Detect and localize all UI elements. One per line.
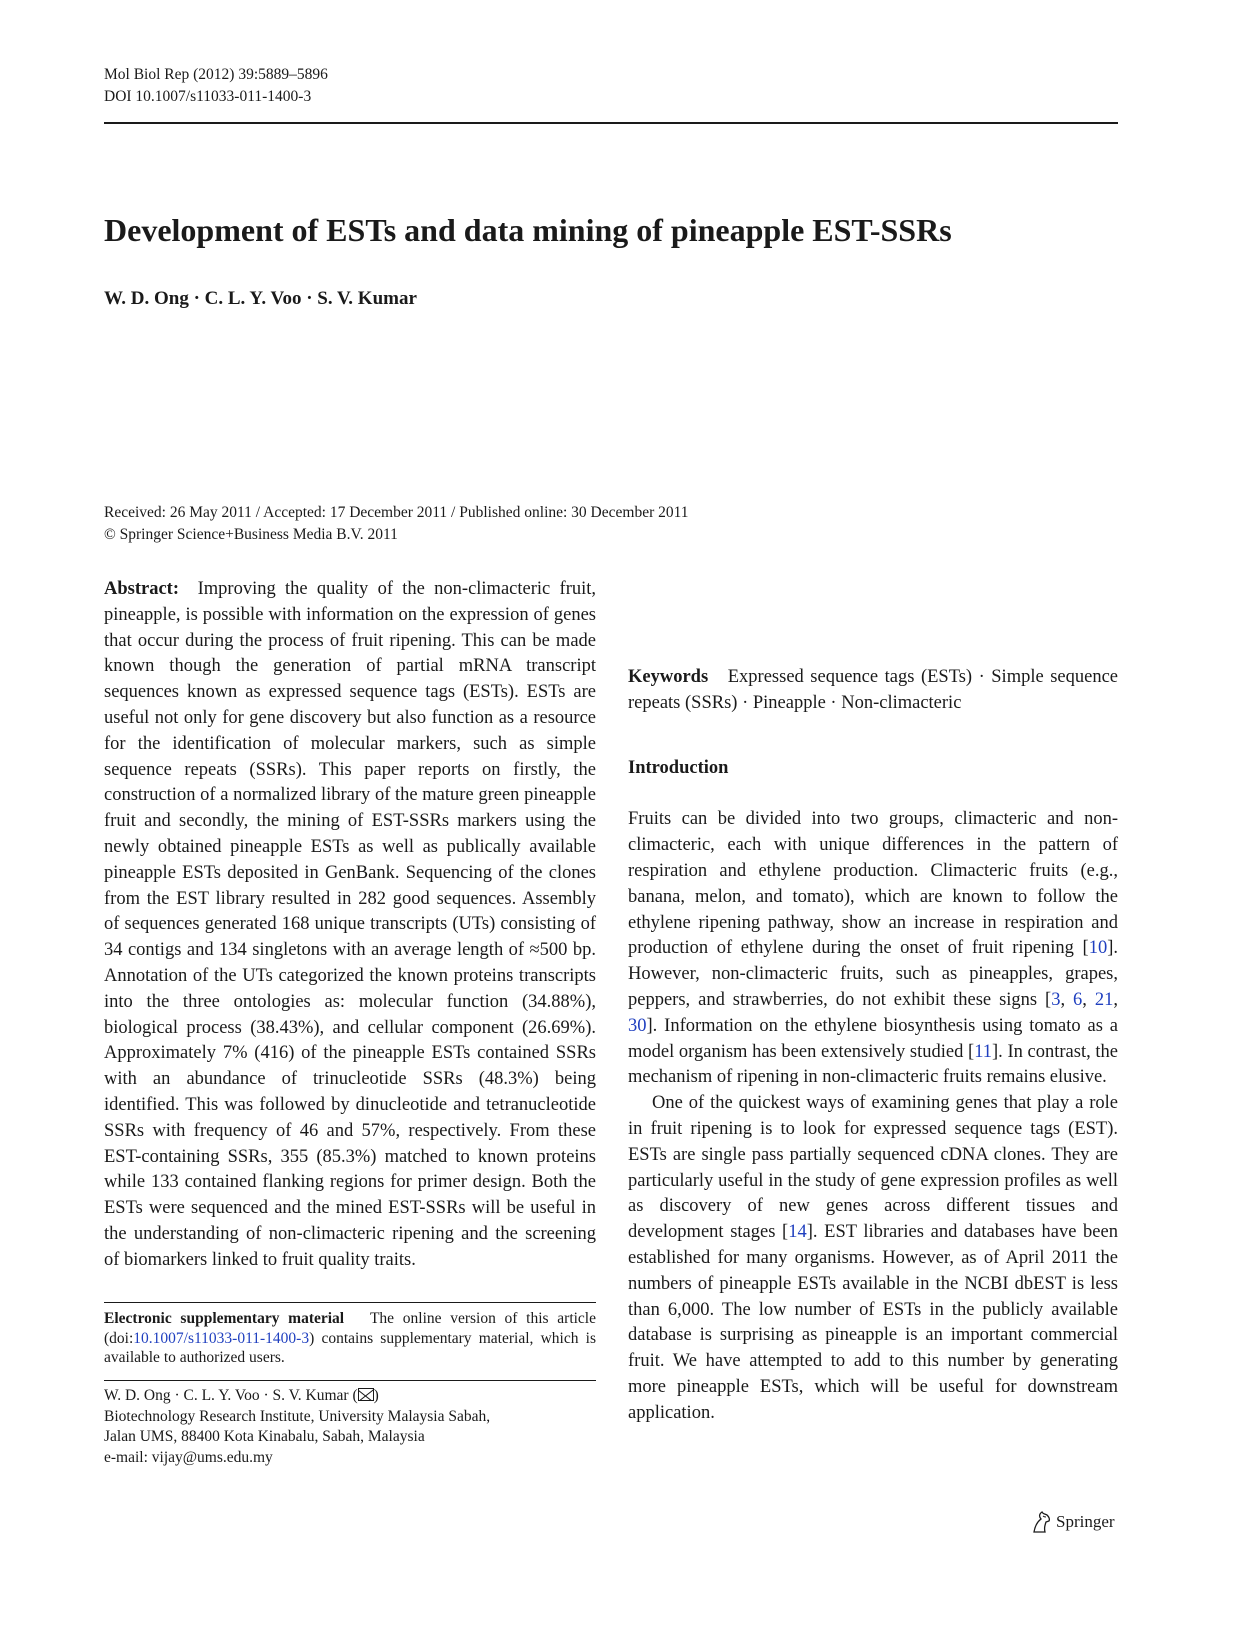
publisher-logo — [1030, 1510, 1115, 1534]
keywords — [628, 665, 1118, 717]
affiliation-authors-end: ) — [373, 1387, 379, 1404]
affiliation-authors-text: W. D. Ong · C. L. Y. Voo · S. V. Kumar ( — [104, 1387, 358, 1404]
introduction-heading: Introduction — [628, 757, 729, 778]
affiliation-authors — [104, 1386, 596, 1407]
publisher-name: Springer — [1056, 1512, 1115, 1531]
left-column — [104, 577, 596, 1274]
copyright-line: © Springer Science+Business Media B.V. 2011 — [104, 526, 398, 543]
citation-link[interactable]: 30 — [628, 1015, 647, 1036]
citation-link[interactable]: 6 — [1073, 989, 1083, 1010]
citation-link[interactable]: 21 — [1094, 989, 1114, 1010]
intro-text: ]. However, non-climacteric fruits, such as pineapples, grapes, peppers, and strawberries, do not exhibit these signs [ — [628, 938, 1118, 1010]
intro-paragraph-1 — [628, 807, 1118, 1091]
keywords-text: Expressed sequence tags (ESTs) · Simple sequence repeats (SSRs) · Pineapple · Non-climacteric — [628, 667, 1119, 713]
affiliation — [104, 1386, 596, 1468]
intro-text: , — [1060, 989, 1074, 1010]
intro-text: ]. In contrast, the mechanism of ripening in non-climacteric fruits remains elusive. — [628, 1041, 1118, 1088]
citation-link[interactable]: 10 — [1088, 938, 1108, 959]
article-title: Development of ESTs and data mining of pineapple EST-SSRs — [104, 212, 952, 248]
abstract-label: Abstract: — [104, 579, 180, 599]
intro-text: One of the quickest ways of examining genes that play a role in fruit ripening is to look for expressed sequence tags (EST). ESTs are single pass partially sequenced cDNA clones. They are particularly useful in the study of gene expression profiles as well as discovery of new genes across different tissues and development stages [ — [628, 1093, 1118, 1243]
citation-link[interactable]: 11 — [974, 1041, 993, 1062]
affiliation-rule — [104, 1380, 596, 1381]
intro-paragraph-2 — [628, 1091, 1118, 1426]
affiliation-email[interactable]: e-mail: vijay@ums.edu.my — [104, 1448, 273, 1466]
citation-link[interactable]: 14 — [788, 1222, 807, 1243]
envelope-icon — [358, 1388, 374, 1401]
abstract — [104, 577, 596, 1274]
abstract-text: Improving the quality of the non-climacteric fruit, pineapple, is possible with information on the expression of genes that occur during the process of fruit ripening. This can be made known though the generation of partial mRNA transcript sequences known as expressed sequence tags (ESTs). ESTs are useful not only for gene discovery but also function as a resource for the identification of molecular markers, such as simple sequence repeats (SSRs). This paper reports on firstly, the construction of a normalized library of the mature green pineapple fruit and secondly, the mining of EST-SSRs markers using the newly obtained pineapple ESTs as well as publically available pineapple ESTs deposited in GenBank. Sequencing of the clones from the EST library resulted in 282 good sequences. Assembly of sequences generated 168 unique transcripts (UTs) consisting of 34 contigs and 134 singletons with an average length of ≈500 bp. Annotation of the UTs categorized the known proteins transcripts into the three ontologies as: molecular function (34.88%), biological process (38.43%), and cellular component (26.69%). Approximately 7% (416) of the pineapple ESTs contained SSRs with an abundance of trinucleotide SSRs (48.3%) being identified. This was followed by dinucleotide and tetranucleotide SSRs with frequency of 46 and 57%, respectively. From these EST-containing SSRs, 355 (85.3%) matched to known proteins while 133 contained flanking regions for primer design. Both the ESTs were sequenced and the mined EST-SSRs will be useful in the understanding of non-climacteric ripening and the screening of biomarkers linked to fruit quality traits. — [104, 579, 597, 1270]
footnote-rule — [104, 1302, 596, 1303]
supplementary-text: The online version of this article (doi: — [104, 1310, 596, 1347]
supplementary-note — [104, 1309, 596, 1368]
article-dates — [104, 502, 689, 546]
right-column — [628, 577, 1118, 1427]
intro-text: , — [1113, 989, 1118, 1010]
article-authors: W. D. Ong · C. L. Y. Voo · S. V. Kumar — [104, 288, 417, 309]
supplementary-doi-link[interactable]: 10.1007/s11033-011-1400-3 — [133, 1329, 310, 1347]
intro-text: ]. Information on the ethylene biosynthesis using tomato as a model organism has been extensively studied [ — [628, 1015, 1118, 1062]
journal-citation — [104, 64, 328, 108]
doi-line: DOI 10.1007/s11033-011-1400-3 — [104, 88, 312, 105]
intro-text: ]. EST libraries and databases have been established for many organisms. However, as of April 2011 the numbers of pineapple ESTs available in the NCBI dbEST is less than 6,000. The low number of ESTs in the publicly available database is surprising as pineapple is an important commercial fruit. We have attempted to add to this number by generating more pineapple ESTs, which will be useful for downstream application. — [628, 1222, 1118, 1423]
dates-line: Received: 26 May 2011 / Accepted: 17 December 2011 / Published online: 30 December 2011 — [104, 504, 689, 521]
supplementary-label: Electronic supplementary material — [104, 1310, 345, 1327]
intro-text: Fruits can be divided into two groups, climacteric and non-climacteric, each with unique differences in the pattern of respiration and ethylene production. Climacteric fruits (e.g., banana, melon, and tomato), which are known to follow the ethylene ripening pathway, show an increase in respiration and production of ethylene during the onset of fruit ripening [ — [628, 809, 1118, 959]
journal-line: Mol Biol Rep (2012) 39:5889–5896 — [104, 66, 328, 83]
citation-link[interactable]: 3 — [1051, 989, 1061, 1010]
keywords-label: Keywords — [628, 667, 709, 687]
supplementary-text: ) contains supplementary material, which is available to authorized users. — [104, 1329, 596, 1366]
springer-horse-icon — [1030, 1510, 1052, 1534]
affiliation-institute: Biotechnology Research Institute, University Malaysia Sabah, — [104, 1407, 491, 1425]
affiliation-address: Jalan UMS, 88400 Kota Kinabalu, Sabah, Malaysia — [104, 1428, 425, 1445]
header-rule — [104, 122, 1118, 124]
intro-text: , — [1082, 989, 1095, 1010]
